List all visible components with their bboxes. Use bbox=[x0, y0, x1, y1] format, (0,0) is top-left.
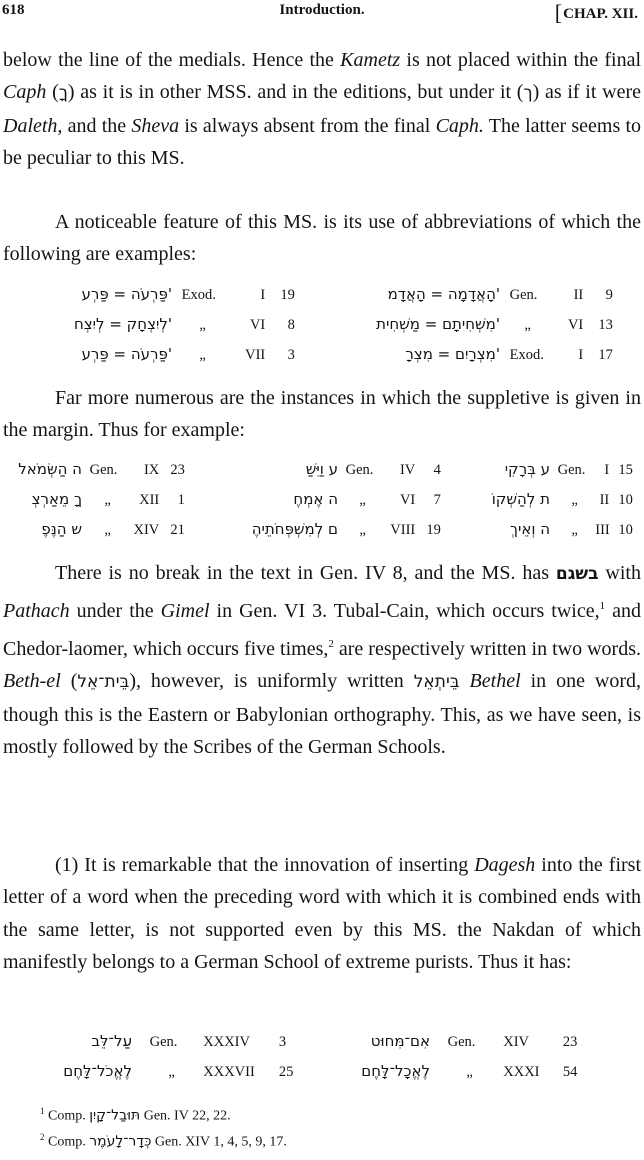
p1-hebrew: ךָ bbox=[58, 83, 68, 104]
p4-text: under the bbox=[69, 600, 161, 623]
chapter-bracket: [ bbox=[554, 0, 563, 25]
p4-hebrew: בשגם bbox=[555, 564, 599, 584]
abbrev-row bbox=[340, 285, 613, 304]
suppletive-chapter: II bbox=[599, 492, 610, 508]
p1-hebrew: ך bbox=[523, 83, 533, 104]
dagesh-row bbox=[46, 1032, 301, 1051]
p4-text: with bbox=[598, 562, 641, 584]
suppletive-hebrew: ע בְּרָקִי bbox=[504, 460, 550, 478]
p1-text: below the line of the medials. Hence the bbox=[3, 49, 341, 71]
p1-italic: Kametz bbox=[340, 49, 401, 71]
dagesh-verse: 25 bbox=[278, 1064, 294, 1080]
suppletive-verse: 15 bbox=[618, 462, 633, 478]
dagesh-row bbox=[326, 1062, 585, 1081]
abbrev-chapter: VI bbox=[567, 317, 584, 333]
p4-italic: Pathach bbox=[3, 600, 70, 623]
dagesh-chapter: XIV bbox=[503, 1034, 530, 1050]
suppletive-verse: 1 bbox=[177, 492, 185, 508]
dagesh-chapter: XXXI bbox=[503, 1064, 540, 1080]
suppletive-hebrew: ה וְאֵיךְ bbox=[509, 520, 550, 538]
abbrev-row bbox=[340, 315, 613, 334]
suppletive-chapter: XIV bbox=[133, 522, 160, 538]
suppletive-verse: 10 bbox=[618, 492, 633, 508]
abbrev-chapter: II bbox=[573, 287, 584, 303]
abbrev-verse: 13 bbox=[598, 317, 613, 333]
abbrev-chapter: I bbox=[578, 347, 584, 363]
dagesh-chapter: XXXVII bbox=[203, 1064, 255, 1080]
abbrev-chapter: VII bbox=[245, 347, 266, 363]
page-number: 618 bbox=[2, 2, 25, 18]
abbrev-hebrew: מִשְׁחִיתָם = מַשְׁחִית' bbox=[376, 315, 500, 333]
paragraph-abbreviations: A noticeable feature of this MS. is its use of abbreviations of which the following are examples: bbox=[3, 211, 641, 266]
suppletive-row bbox=[4, 490, 185, 509]
footnote-hebrew: כְּדָר־לָעֹמֶר bbox=[89, 1133, 152, 1150]
abbrev-hebrew: פַּרְעֹה = פַּרְע' bbox=[81, 285, 172, 303]
p1-text: ( bbox=[46, 81, 59, 104]
suppletive-ref: „ bbox=[359, 522, 366, 538]
suppletive-hebrew: ש הַנֶּפֶ bbox=[41, 520, 82, 538]
dagesh-ref: „ bbox=[466, 1064, 473, 1080]
running-header bbox=[0, 0, 644, 30]
p4-italic: Beth-el bbox=[3, 670, 61, 693]
suppletive-verse: 19 bbox=[426, 522, 441, 538]
suppletive-ref: „ bbox=[104, 492, 111, 508]
dagesh-verse: 23 bbox=[562, 1034, 578, 1050]
abbrev-chapter: VI bbox=[249, 317, 266, 333]
paragraph-kametz bbox=[3, 44, 641, 175]
p1-italic: Daleth, bbox=[3, 114, 63, 137]
suppletive-hebrew: ה אֶמְחֶ bbox=[293, 490, 338, 508]
p1-text: The latter seems to be peculiar to this MS. bbox=[3, 114, 642, 170]
abbrev-ref: „ bbox=[524, 317, 531, 333]
p4-italic: Gimel bbox=[160, 600, 210, 623]
abbrev-chapter: I bbox=[260, 287, 266, 303]
suppletive-row bbox=[4, 520, 185, 539]
dagesh-chapter: XXXIV bbox=[203, 1034, 250, 1050]
suppletive-row bbox=[4, 460, 185, 479]
abbrev-ref: Gen. bbox=[509, 287, 538, 303]
footnote-text: Gen. XIV 1, 4, 5, 9, 17. bbox=[154, 1134, 287, 1150]
header-title: Introduction. bbox=[279, 2, 365, 18]
suppletive-ref: „ bbox=[359, 492, 366, 508]
suppletive-hebrew: ע וַיִּשַׁ bbox=[305, 460, 338, 478]
suppletive-chapter: VIII bbox=[390, 522, 416, 538]
dagesh-ref: Gen. bbox=[149, 1034, 178, 1050]
p5-text: (1) It is remarkable that the innovation of inserting bbox=[55, 854, 475, 876]
paragraph-suppletive: Far more numerous are the instances in which the suppletive is given in the margin. Thus for example: bbox=[3, 387, 641, 442]
abbrev-hebrew: מִצְרָיִם = מִצְרָ' bbox=[405, 345, 500, 363]
p4-text: in Gen. VI 3. Tubal-Cain, which occurs twice, bbox=[209, 600, 600, 623]
suppletive-chapter: III bbox=[595, 522, 610, 538]
abbrev-hebrew: הָאֲדָמָה = הָאֲדָמ' bbox=[387, 285, 500, 303]
suppletive-row bbox=[222, 520, 441, 539]
footnote-2 bbox=[40, 1132, 287, 1151]
footnote-text: Gen. IV 22, 22. bbox=[143, 1108, 231, 1124]
p1-italic: Caph bbox=[3, 81, 47, 104]
p4-text: ( bbox=[60, 670, 78, 693]
p1-text: is always absent from the final bbox=[179, 114, 436, 137]
abbrev-row bbox=[340, 345, 613, 364]
suppletive-chapter: VI bbox=[399, 492, 416, 508]
dagesh-ref: „ bbox=[168, 1064, 175, 1080]
dagesh-row bbox=[46, 1062, 301, 1081]
p1-text: ) as if it were bbox=[532, 81, 641, 104]
abbrev-row bbox=[14, 345, 295, 364]
abbrev-ref: „ bbox=[199, 347, 206, 363]
suppletive-row bbox=[470, 490, 633, 509]
suppletive-verse: 7 bbox=[433, 492, 441, 508]
dagesh-hebrew: עַל־לֵּב bbox=[91, 1032, 132, 1050]
abbrev-verse: 8 bbox=[287, 317, 295, 333]
p4-text bbox=[460, 670, 470, 692]
suppletive-ref: „ bbox=[571, 522, 578, 538]
abbrev-verse: 19 bbox=[280, 287, 295, 303]
p5-italic: Dagesh bbox=[474, 854, 536, 876]
abbrev-row bbox=[14, 285, 295, 304]
p1-italic: Caph. bbox=[435, 114, 484, 137]
suppletive-hebrew: ה הַשְּׂמֹאל bbox=[18, 460, 82, 478]
p1-text: is not placed within the final bbox=[400, 49, 641, 71]
chapter-label bbox=[555, 0, 638, 26]
suppletive-verse: 10 bbox=[618, 522, 633, 538]
suppletive-row bbox=[222, 490, 441, 509]
footnote-text: Comp. bbox=[48, 1134, 86, 1150]
abbrev-ref: „ bbox=[199, 317, 206, 333]
p4-text: are respectively written in two words. bbox=[333, 637, 642, 660]
p4-text: in one word, though this is the Eastern or Babylonian orthography. This, as we have seen, is mostly followed by the Scribes of the German Schools. bbox=[3, 670, 642, 759]
suppletive-row bbox=[222, 460, 441, 479]
suppletive-ref: Gen. bbox=[557, 462, 586, 478]
p4-text: There is no break in the text in Gen. IV 8, and the MS. has bbox=[55, 562, 556, 584]
suppletive-row bbox=[470, 460, 633, 479]
abbrev-verse: 3 bbox=[287, 347, 295, 363]
dagesh-hebrew: לֶאֱכֹל־לָּחֶם bbox=[63, 1062, 132, 1080]
abbrev-ref: Exod. bbox=[509, 347, 544, 363]
suppletive-ref: „ bbox=[104, 522, 111, 538]
abbrev-hebrew: לְיִצְחָק = לְיִצְח' bbox=[73, 315, 172, 333]
suppletive-chapter: I bbox=[604, 462, 610, 478]
paragraph-dagesh bbox=[3, 849, 641, 979]
chapter-text: CHAP. XII. bbox=[563, 6, 638, 22]
p4-text: and Chedor-laomer, which occurs five times, bbox=[3, 600, 641, 660]
suppletive-ref: Gen. bbox=[345, 462, 374, 478]
suppletive-chapter: XII bbox=[139, 492, 160, 508]
footnote-text: Comp. bbox=[48, 1108, 86, 1124]
p4-text: ), however, is uniformly written bbox=[129, 670, 414, 693]
p5-text: into the first letter of a word when the preceding word with which it is combined ends with the same letter, is not supported even by this MS. the Nakdan of which manifestly belongs to a German School of extreme purists. Thus it has: bbox=[3, 854, 641, 974]
suppletive-hebrew: ם לְמִשְׁפְּחֹתֵיהֶ bbox=[251, 520, 338, 538]
p1-text: and the bbox=[62, 114, 132, 137]
suppletive-ref: „ bbox=[571, 492, 578, 508]
suppletive-verse: 4 bbox=[433, 462, 441, 478]
p1-italic: Sheva bbox=[131, 114, 180, 137]
abbrev-ref: Exod. bbox=[181, 287, 216, 303]
p4-hebrew: בֵּית־אֵל bbox=[77, 672, 130, 693]
dagesh-verse: 54 bbox=[562, 1064, 578, 1080]
footnote-ref: 1 bbox=[599, 600, 606, 613]
abbrev-verse: 9 bbox=[605, 287, 613, 303]
abbrev-row bbox=[14, 315, 295, 334]
footnote-number: 2 bbox=[40, 1132, 45, 1142]
paragraph-orthography bbox=[3, 557, 641, 763]
footnote-ref: 2 bbox=[328, 637, 334, 650]
p4-hebrew: בֵּיתְאֵל bbox=[413, 672, 460, 693]
suppletive-verse: 23 bbox=[170, 462, 185, 478]
suppletive-verse: 21 bbox=[170, 522, 185, 538]
abbrev-hebrew: פַּרְעֹה = פַּרְע' bbox=[81, 345, 172, 363]
footnote-1 bbox=[40, 1106, 231, 1125]
abbrev-verse: 17 bbox=[598, 347, 613, 363]
suppletive-hebrew: ךָ מֵאַרְצְ bbox=[31, 490, 82, 508]
footnote-hebrew: תּוּבַל־קָיִן bbox=[89, 1107, 141, 1124]
dagesh-verse: 3 bbox=[278, 1034, 287, 1050]
p4-italic: Bethel bbox=[469, 670, 521, 693]
dagesh-ref: Gen. bbox=[447, 1034, 476, 1050]
p1-text: ) as it is in other MSS. and in the editions, but under it ( bbox=[67, 81, 524, 104]
suppletive-hebrew: ת לְהַשְׁקוֹ bbox=[491, 490, 550, 508]
dagesh-hebrew: לֶאֱכָל־לָּחֶם bbox=[361, 1062, 430, 1080]
dagesh-row bbox=[326, 1032, 585, 1051]
suppletive-ref: Gen. bbox=[89, 462, 118, 478]
suppletive-row bbox=[470, 520, 633, 539]
dagesh-hebrew: אִם־מִּחוּט bbox=[370, 1032, 430, 1050]
suppletive-chapter: IX bbox=[143, 462, 160, 478]
footnote-number: 1 bbox=[40, 1106, 45, 1116]
suppletive-chapter: IV bbox=[399, 462, 416, 478]
